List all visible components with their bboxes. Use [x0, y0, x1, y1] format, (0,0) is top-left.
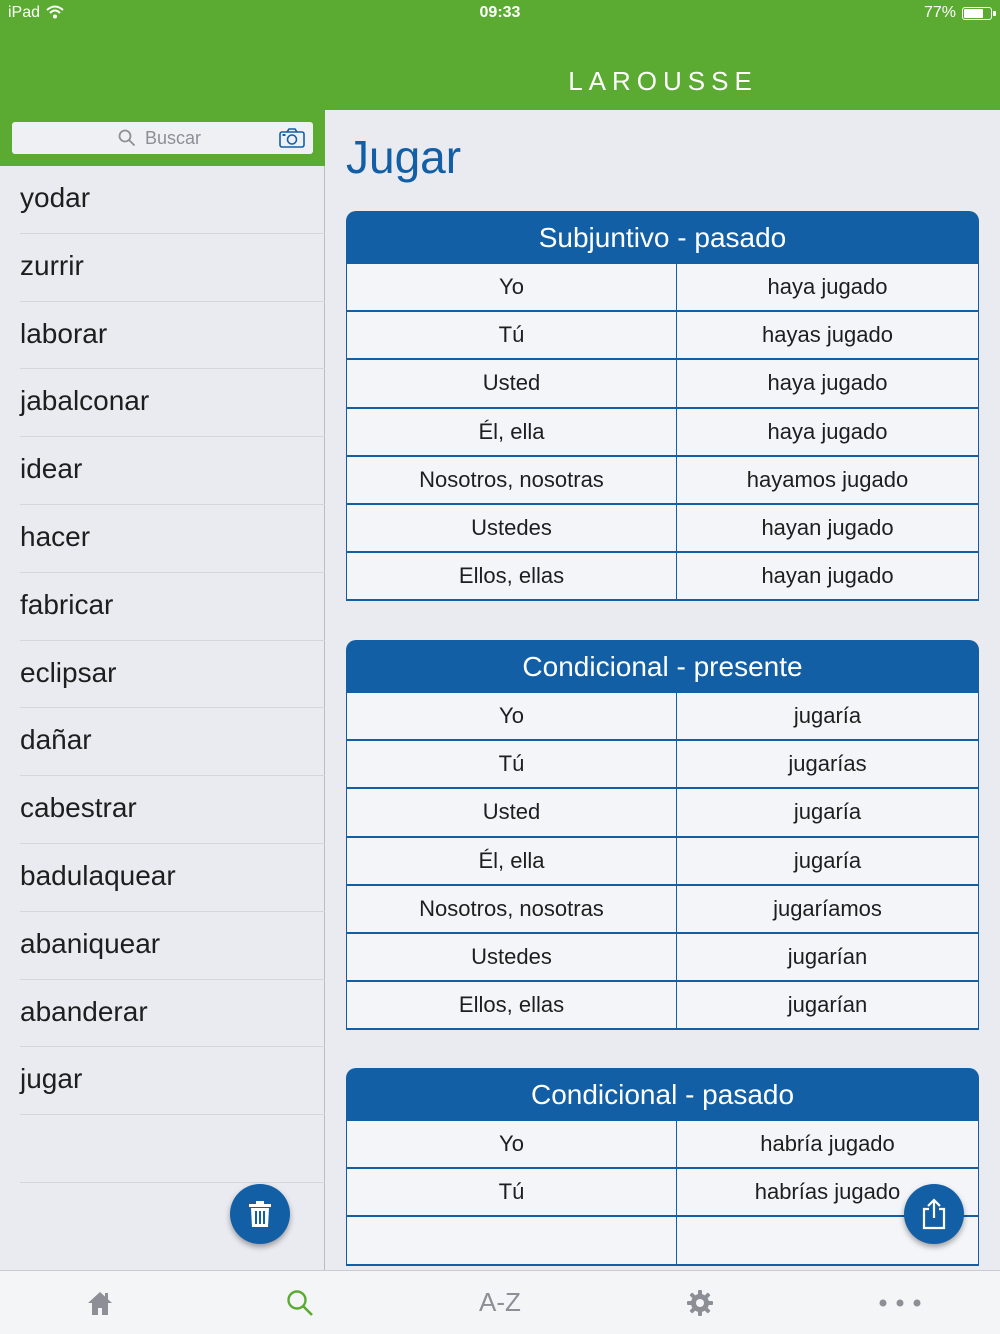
history-item[interactable] [20, 980, 325, 1048]
brand-title: LAROUSSE [568, 66, 758, 96]
share-button[interactable] [904, 1184, 964, 1244]
table-row [346, 457, 979, 505]
history-item[interactable] [20, 302, 325, 370]
history-item-label: yodar [20, 182, 91, 213]
pronoun-cell: Nosotros, nosotras [347, 457, 677, 503]
more-icon [878, 1298, 922, 1308]
pronoun-cell: Tú [347, 741, 677, 787]
status-device: iPad [8, 4, 41, 21]
history-item[interactable] [20, 234, 325, 302]
table-row [346, 693, 979, 741]
history-item[interactable] [20, 912, 325, 980]
history-item-label: jugar [20, 1063, 83, 1095]
table-row [346, 1169, 979, 1217]
history-item[interactable] [20, 573, 325, 641]
conjugation-table [346, 640, 979, 1030]
pronoun-cell: Yo [347, 264, 677, 310]
history-item[interactable] [20, 708, 325, 776]
tab-more[interactable] [800, 1271, 1000, 1334]
pronoun-cell: Yo [347, 1121, 677, 1167]
conjugation-panel [326, 110, 1000, 1270]
conjugation-table [346, 211, 979, 601]
pronoun-cell: Él, ella [347, 409, 677, 455]
form-cell: jugarían [787, 943, 868, 969]
form-cell: haya jugado [767, 274, 888, 299]
history-item[interactable] [20, 1047, 325, 1115]
table-row [346, 1121, 979, 1169]
form-cell: hayan jugado [761, 563, 894, 589]
history-item-label: laborar [20, 317, 108, 349]
form-cell: jugaría [793, 703, 862, 728]
table-row [346, 409, 979, 457]
tab-az-label: A-Z [479, 1287, 521, 1317]
history-item-label: cabestrar [20, 792, 137, 824]
pronoun-cell [347, 1217, 677, 1263]
search-input[interactable] [145, 127, 275, 149]
clear-history-button[interactable] [230, 1184, 290, 1244]
table-row [346, 360, 979, 408]
search-box[interactable] [12, 122, 313, 154]
form-cell: hayamos jugado [746, 466, 909, 492]
history-item[interactable] [20, 437, 325, 505]
history-item-label: abaniquear [20, 927, 161, 959]
pronoun-cell: Usted [347, 360, 677, 406]
history-list [0, 166, 325, 1183]
pronoun-cell: Yo [347, 693, 677, 739]
form-cell: hayan jugado [761, 514, 894, 540]
tab-az[interactable] [400, 1271, 600, 1334]
table-row [346, 505, 979, 553]
form-cell: jugaría [793, 847, 862, 873]
battery-icon [962, 7, 992, 20]
table-row [346, 982, 979, 1030]
history-item[interactable] [20, 844, 325, 912]
history-item-label: dañar [20, 724, 92, 756]
table-row [346, 789, 979, 837]
home-icon [86, 1290, 114, 1316]
history-item-label: badulaquear [20, 859, 176, 891]
history-item-label: fabricar [20, 588, 114, 620]
search-icon [286, 1289, 314, 1317]
tab-bar [0, 1270, 1000, 1334]
history-item[interactable] [20, 369, 325, 437]
history-item-label: eclipsar [20, 656, 117, 688]
table-row [346, 553, 979, 601]
app-header [0, 0, 1000, 110]
table-row [346, 934, 979, 982]
history-item[interactable] [20, 505, 325, 573]
history-empty-row [20, 1115, 325, 1183]
tab-search[interactable] [200, 1271, 400, 1334]
conjugation-table [346, 1068, 979, 1266]
sidebar [0, 110, 325, 1270]
history-item[interactable] [20, 166, 325, 234]
form-cell: hayas jugado [762, 322, 893, 348]
search-bar [0, 110, 325, 166]
pronoun-cell: Tú [347, 312, 677, 358]
form-cell: jugarían [787, 992, 868, 1018]
pronoun-cell: Ellos, ellas [347, 553, 677, 599]
status-battery-percent: 77% [923, 4, 956, 21]
form-cell: haya jugado [767, 370, 888, 396]
pronoun-cell: Ustedes [347, 505, 677, 551]
history-item[interactable] [20, 776, 325, 844]
share-icon [920, 1198, 948, 1230]
table-row [346, 312, 979, 360]
pronoun-cell: Él, ella [347, 838, 677, 884]
pronoun-cell: Ustedes [347, 934, 677, 980]
table-header: Subjuntivo - pasado [346, 211, 979, 264]
history-item-label: idear [20, 453, 83, 485]
tab-settings[interactable] [600, 1271, 800, 1334]
gear-icon [686, 1289, 714, 1317]
table-row [346, 741, 979, 789]
history-item-label: hacer [20, 520, 91, 552]
table-header: Condicional - pasado [346, 1068, 979, 1121]
status-time: 09:33 [479, 4, 521, 21]
history-item-label: abanderar [20, 995, 148, 1027]
history-item[interactable] [20, 641, 325, 709]
form-cell: jugaríamos [773, 895, 882, 921]
trash-icon [247, 1200, 273, 1228]
page-title: Jugar [346, 131, 462, 183]
tab-home[interactable] [0, 1271, 200, 1334]
form-cell: haya jugado [767, 418, 888, 444]
search-icon [118, 129, 136, 147]
form-cell: habrías jugado [754, 1179, 901, 1205]
form-cell: jugarías [788, 751, 867, 777]
pronoun-cell: Nosotros, nosotras [347, 886, 677, 932]
form-cell: habría jugado [760, 1131, 895, 1156]
pronoun-cell: Ellos, ellas [347, 982, 677, 1028]
history-item-label: jabalconar [20, 385, 150, 417]
form-cell: jugaría [793, 799, 862, 825]
table-row [346, 838, 979, 886]
table-row [346, 1217, 979, 1265]
table-header: Condicional - presente [346, 640, 979, 693]
pronoun-cell: Usted [347, 789, 677, 835]
table-row [346, 886, 979, 934]
camera-icon[interactable] [279, 127, 305, 149]
table-row [346, 264, 979, 312]
history-item-label: zurrir [20, 249, 84, 281]
pronoun-cell: Tú [347, 1169, 677, 1215]
